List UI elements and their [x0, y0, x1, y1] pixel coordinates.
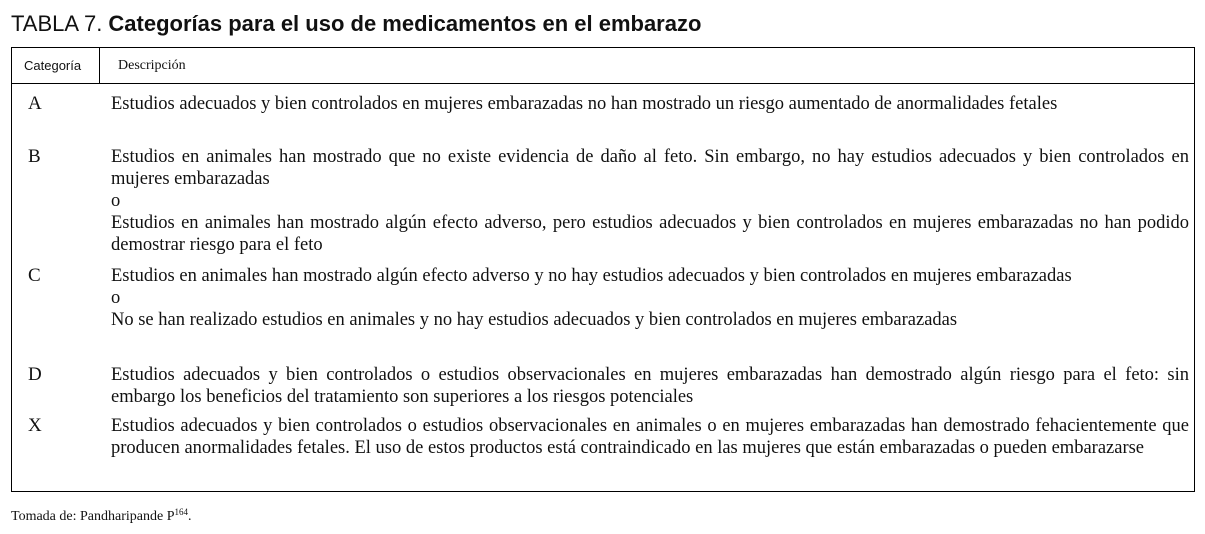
table-number: TABLA 7.	[11, 11, 109, 36]
header-category: Categoría	[12, 48, 100, 83]
description-text: Estudios en animales han mostrado algún efecto adverso y no hay estudios adecuados y bien controlados en mujeres embarazadas	[111, 266, 1072, 286]
description-text: Estudios adecuados y bien controlados en mujeres embarazadas no han mostrado un riesgo aumentado de anormalidades fetales	[111, 94, 1058, 114]
description-text: Estudios adecuados y bien controlados o estudios observacionales en mujeres embarazadas han demostrado algún riesgo para el feto: sin embargo los beneficios del tratamiento son superiores a los riesgos potenciales	[111, 365, 1189, 407]
category-cell: B	[28, 146, 41, 167]
description-cell	[111, 364, 1189, 408]
description-text: Estudios en animales han mostrado que no existe evidencia de daño al feto. Sin embargo, no hay estudios adecuados y bien controlados en mujeres embarazadas	[111, 147, 1189, 189]
description-cell	[111, 146, 1189, 256]
description-text: Estudios en animales han mostrado algún efecto adverso, pero estudios adecuados y bien controlados en mujeres embarazadas no han podido demostrar riesgo para el feto	[111, 213, 1189, 255]
description-cell	[111, 265, 1189, 331]
description-cell	[111, 93, 1189, 115]
table-title	[11, 10, 701, 38]
table-caption: Categorías para el uso de medicamentos en el embarazo	[108, 11, 702, 36]
pregnancy-categories-table	[11, 47, 1195, 492]
table-header	[12, 48, 1194, 84]
source-end: .	[187, 509, 192, 524]
category-cell: D	[28, 364, 42, 385]
category-cell: A	[28, 93, 42, 114]
source-text: Tomada de: Pandharipande P	[11, 509, 175, 524]
category-cell: X	[28, 415, 42, 436]
description-text: Estudios adecuados y bien controlados o estudios observacionales en animales o en mujeres embarazadas han demostrado fehacientemente que producen anormalidades fetales. El uso de estos productos está contraindicado en las mujeres que están embarazadas o pueden embarazarse	[111, 416, 1189, 458]
description-separator: o	[111, 288, 121, 308]
description-cell	[111, 415, 1189, 459]
description-separator: o	[111, 191, 121, 211]
source-reference: 164	[174, 507, 188, 517]
description-text: No se han realizado estudios en animales y no hay estudios adecuados y bien controlados en mujeres embarazadas	[111, 310, 958, 330]
category-cell: C	[28, 265, 41, 286]
table-source	[11, 508, 191, 526]
header-description: Descripción	[118, 58, 186, 73]
